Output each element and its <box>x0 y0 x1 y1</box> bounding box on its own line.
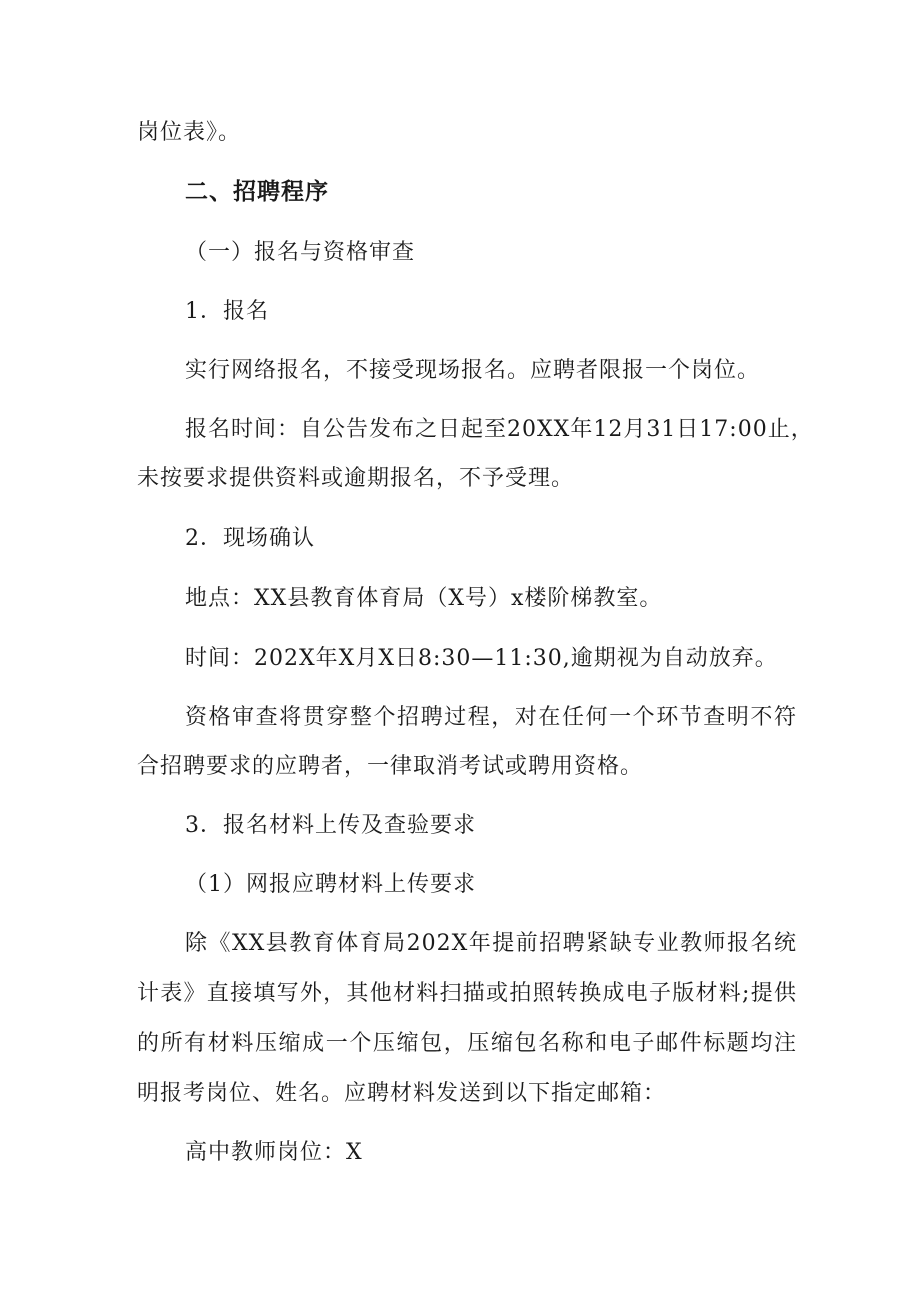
paragraph-qualification-review-cont: 合招聘要求的应聘者，一律取消考试或聘用资格。 <box>137 754 644 779</box>
paragraph-online-registration: 实行网络报名，不接受现场报名。应聘者限报一个岗位。 <box>185 358 761 383</box>
item-heading-registration: 1．报名 <box>185 299 269 324</box>
item-heading-materials: 3．报名材料上传及查验要求 <box>185 813 476 838</box>
paragraph-upload-requirements: 除《XX县教育体育局202X年提前招聘紧缺专业教师报名统 <box>185 931 797 956</box>
paragraph-highschool-email: 高中教师岗位：X <box>185 1140 363 1165</box>
subitem-heading-upload: （1）网报应聘材料上传要求 <box>185 872 476 897</box>
paragraph-continuation: 岗位表》。 <box>137 120 242 145</box>
paragraph-upload-requirements-cont-1: 计表》直接填写外，其他材料扫描或拍照转换成电子版材料;提供 <box>137 981 797 1006</box>
subsection-heading: （一）报名与资格审查 <box>185 240 416 265</box>
paragraph-time: 时间：202X年X月X日8:30—11:30,逾期视为自动放弃。 <box>185 646 778 671</box>
paragraph-qualification-review: 资格审查将贯穿整个招聘过程，对在任何一个环节查明不符 <box>185 705 797 730</box>
paragraph-registration-time-cont: 未按要求提供资料或逾期报名，不予受理。 <box>137 466 575 491</box>
paragraph-location: 地点：XX县教育体育局（X号）x楼阶梯教室。 <box>185 586 663 611</box>
paragraph-upload-requirements-cont-3: 明报考岗位、姓名。应聘材料发送到以下指定邮箱： <box>137 1081 667 1106</box>
paragraph-registration-time: 报名时间：自公告发布之日起至20XX年12月31日17:00止， <box>185 417 814 442</box>
item-heading-onsite-confirmation: 2．现场确认 <box>185 526 315 551</box>
paragraph-upload-requirements-cont-2: 的所有材料压缩成一个压缩包，压缩包名称和电子邮件标题均注 <box>137 1031 797 1056</box>
section-heading: 二、招聘程序 <box>185 179 329 205</box>
